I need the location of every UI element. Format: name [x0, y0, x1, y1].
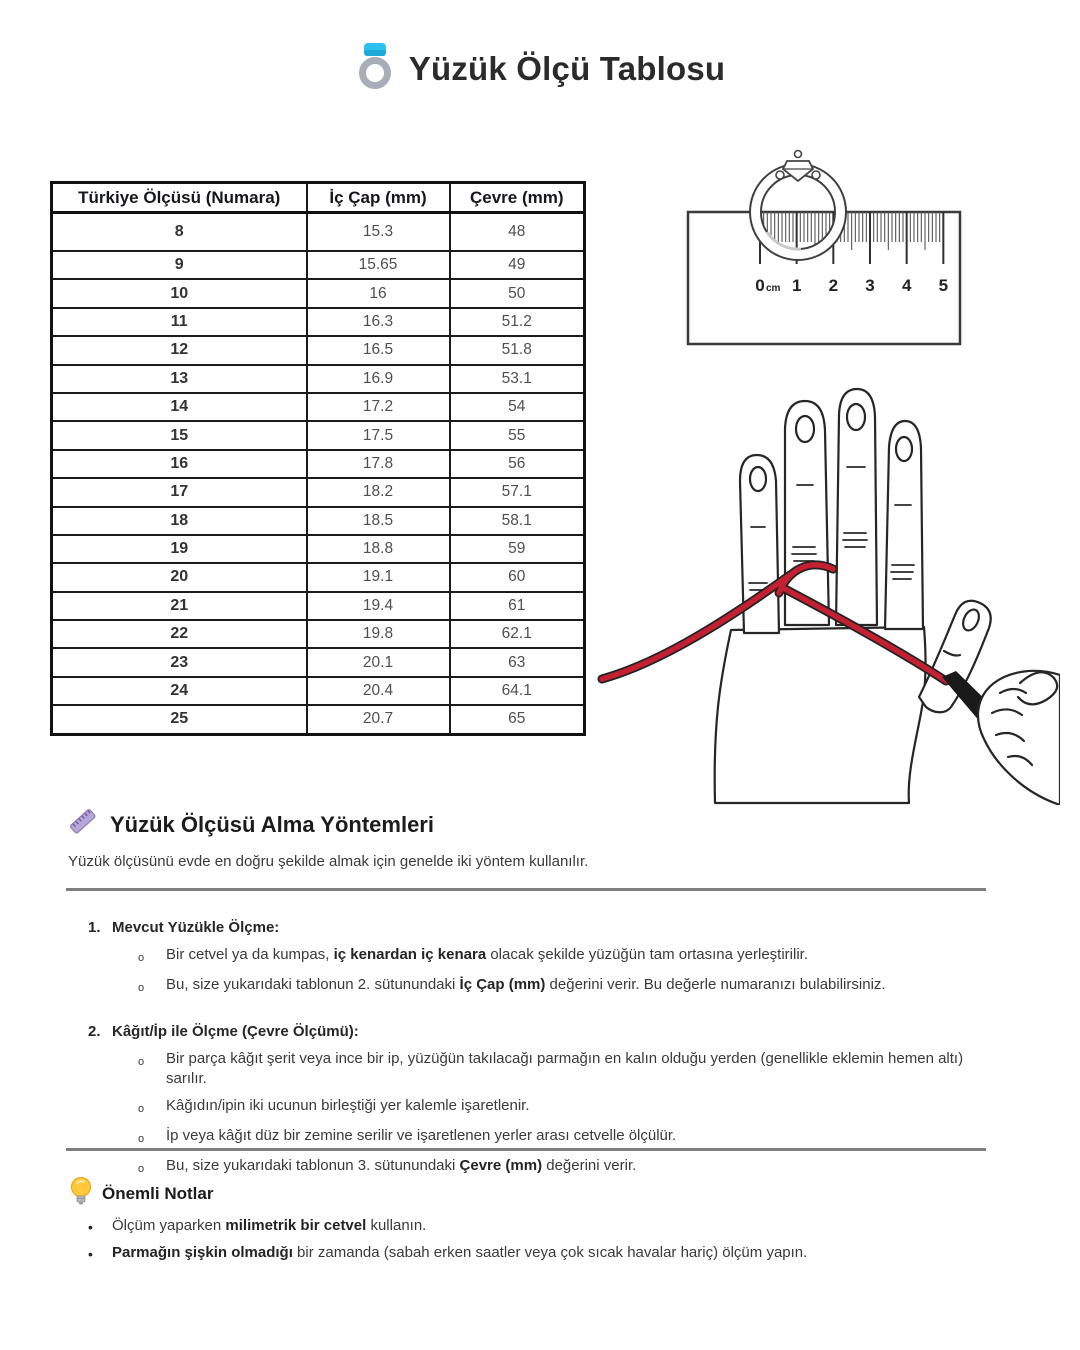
text-segment: bir zamanda (sabah erken saatler veya çok sıcak havalar hariç) ölçüm yapın. — [292, 1244, 808, 1261]
size-table-header-row — [52, 183, 585, 213]
note-bullet — [88, 1216, 1008, 1237]
method-bullet-text — [166, 945, 1008, 968]
size-table-row — [52, 478, 585, 506]
size-table-row — [52, 563, 585, 591]
bullet-marker: o — [138, 1056, 145, 1068]
size-table-row — [52, 421, 585, 449]
size-table-cell: 63 — [450, 648, 585, 676]
size-table-cell: 19.8 — [307, 620, 450, 648]
notes-list — [88, 1216, 1008, 1264]
ruler-label-0: 0 — [755, 276, 765, 295]
method-bullet-text — [166, 1126, 1008, 1149]
hand-string-illustration — [588, 385, 1060, 805]
text-segment: kullanın. — [366, 1217, 427, 1234]
section-divider — [66, 1148, 986, 1151]
size-table-cell: 19 — [52, 535, 307, 563]
bullet-marker: o — [138, 982, 145, 994]
size-table-row — [52, 507, 585, 535]
methods-list — [88, 918, 1008, 1179]
size-table-row — [52, 336, 585, 364]
size-table-row — [52, 450, 585, 478]
size-table-cell: 15 — [52, 421, 307, 449]
size-table-cell: 17.2 — [307, 393, 450, 421]
ruler-label-2: 2 — [828, 276, 839, 295]
size-table-cell: 14 — [52, 393, 307, 421]
text-segment: değerini verir. Bu değerle numaranızı bulabilirsiniz. — [545, 976, 886, 993]
size-table-cell: 62.1 — [450, 620, 585, 648]
methods-intro: Yüzük ölçüsünü evde en doğru şekilde almak için genelde iki yöntem kullanılır. — [68, 853, 589, 870]
size-table-cell: 16.9 — [307, 365, 450, 393]
size-table-row — [52, 251, 585, 279]
size-table-cell: 53.1 — [450, 365, 585, 393]
text-segment: milimetrik bir cetvel — [225, 1217, 367, 1234]
text-segment: iç kenardan iç kenara — [333, 946, 487, 963]
size-table-cell: 51.8 — [450, 336, 585, 364]
size-table-cell: 51.2 — [450, 308, 585, 336]
section-divider — [66, 888, 986, 891]
size-table-cell: 18 — [52, 507, 307, 535]
size-table-cell: 61 — [450, 592, 585, 620]
method-item-title: Mevcut Yüzükle Ölçme: — [112, 919, 280, 936]
size-table-cell: 50 — [450, 279, 585, 307]
text-segment: Bir parça kâğıt şerit veya ince bir ip, yüzüğün takılacağı parmağın en kalın olduğu yerden (genellikle eklemin hemen altı) sarılır. — [166, 1050, 964, 1087]
bullet-marker: o — [138, 952, 145, 964]
size-table-cell: 16.5 — [307, 336, 450, 364]
method-bullet-text — [166, 1096, 1008, 1119]
method-item-number: 1. — [88, 919, 101, 936]
size-table-cell: 22 — [52, 620, 307, 648]
text-segment: Çevre (mm) — [459, 1157, 543, 1174]
size-table-cell: 20.4 — [307, 677, 450, 705]
method-bullet — [138, 945, 1008, 968]
note-bullet-text — [112, 1216, 1008, 1237]
bullet-marker: • — [88, 1246, 93, 1262]
method-item-number: 2. — [88, 1023, 101, 1040]
size-table-row — [52, 535, 585, 563]
method-bullet-text — [166, 975, 1008, 998]
size-table-header-inner-diameter: İç Çap (mm) — [307, 183, 450, 213]
size-table-row — [52, 393, 585, 421]
text-segment: Ölçüm yaparken — [112, 1217, 226, 1234]
page-header — [0, 40, 1080, 97]
size-table-cell: 10 — [52, 279, 307, 307]
size-table-body — [52, 213, 585, 735]
size-table-header-tr-size: Türkiye Ölçüsü (Numara) — [52, 183, 307, 213]
size-table-row — [52, 308, 585, 336]
ruler-body — [688, 212, 960, 344]
method-bullet — [138, 1126, 1008, 1149]
text-segment: Bir cetvel ya da kumpas, — [166, 946, 334, 963]
size-table-cell: 59 — [450, 535, 585, 563]
size-table-row — [52, 705, 585, 734]
method-bullet — [138, 1049, 1008, 1089]
size-table-cell: 8 — [52, 213, 307, 252]
method-bullet — [138, 1156, 1008, 1179]
size-table — [50, 181, 586, 736]
ruler-label-3: 3 — [865, 276, 875, 295]
size-table-cell: 54 — [450, 393, 585, 421]
bullet-marker: o — [138, 1133, 145, 1145]
size-table-row — [52, 279, 585, 307]
size-table-cell: 15.65 — [307, 251, 450, 279]
size-table-cell: 48 — [450, 213, 585, 252]
size-table-cell: 55 — [450, 421, 585, 449]
size-table-cell: 57.1 — [450, 478, 585, 506]
lightbulb-icon — [70, 1176, 92, 1211]
size-table-row — [52, 592, 585, 620]
size-table-cell: 15.3 — [307, 213, 450, 252]
size-table-cell: 16.3 — [307, 308, 450, 336]
ruler-label-5: 5 — [938, 276, 949, 295]
size-table-cell: 18.8 — [307, 535, 450, 563]
size-table-cell: 49 — [450, 251, 585, 279]
bullet-marker: o — [138, 1103, 145, 1115]
size-table-cell: 17 — [52, 478, 307, 506]
method-bullet — [138, 975, 1008, 998]
bullet-marker: o — [138, 1163, 145, 1175]
size-table-cell: 20 — [52, 563, 307, 591]
method-item — [88, 1022, 1008, 1179]
size-table-cell: 20.1 — [307, 648, 450, 676]
ring-icon — [355, 40, 395, 97]
method-item — [88, 918, 1008, 998]
bullet-marker: • — [88, 1219, 93, 1235]
method-item-head — [88, 918, 1008, 938]
size-table-cell: 19.4 — [307, 592, 450, 620]
ruler-label-1: 1 — [791, 276, 802, 295]
size-table-cell: 24 — [52, 677, 307, 705]
size-table-cell: 25 — [52, 705, 307, 734]
text-segment: Bu, size yukarıdaki tablonun 2. sütunundaki — [166, 976, 460, 993]
methods-section-heading — [66, 806, 434, 843]
method-bullet — [138, 1096, 1008, 1119]
size-table-row — [52, 213, 585, 252]
text-segment: İç Çap (mm) — [459, 976, 546, 993]
ruler-label-4: 4 — [901, 276, 912, 295]
gripping-hand — [978, 671, 1060, 805]
size-table-cell: 16 — [307, 279, 450, 307]
size-table-cell: 18.2 — [307, 478, 450, 506]
methods-heading-text: Yüzük Ölçüsü Alma Yöntemleri — [110, 811, 434, 837]
size-table-cell: 12 — [52, 336, 307, 364]
size-table-cell: 19.1 — [307, 563, 450, 591]
method-item-title: Kâğıt/İp ile Ölçme (Çevre Ölçümü): — [112, 1023, 359, 1040]
size-table-cell: 16 — [52, 450, 307, 478]
text-segment: Parmağın şişkin olmadığı — [112, 1244, 293, 1261]
size-table-cell: 21 — [52, 592, 307, 620]
size-table-cell: 58.1 — [450, 507, 585, 535]
size-table-cell: 60 — [450, 563, 585, 591]
text-segment: değerini verir. — [542, 1157, 637, 1174]
size-table-cell: 23 — [52, 648, 307, 676]
size-table-row — [52, 620, 585, 648]
size-table-cell: 65 — [450, 705, 585, 734]
size-table-header-circumference: Çevre (mm) — [450, 183, 585, 213]
ring-on-ruler-illustration — [685, 138, 965, 353]
ruler-icon — [66, 806, 98, 843]
notes-section-heading — [70, 1176, 213, 1211]
size-table-row — [52, 677, 585, 705]
ruler-unit-label: cm — [766, 283, 781, 294]
method-bullet-text — [166, 1156, 1008, 1179]
size-table-cell: 64.1 — [450, 677, 585, 705]
text-segment: İp veya kâğıt düz bir zemine serilir ve işaretlenen yerler arası cetvelle ölçülür. — [166, 1127, 677, 1144]
size-table-cell: 17.8 — [307, 450, 450, 478]
note-bullet-text — [112, 1243, 1008, 1264]
size-table-cell: 18.5 — [307, 507, 450, 535]
size-table-cell: 56 — [450, 450, 585, 478]
size-table-cell: 13 — [52, 365, 307, 393]
notes-heading-text: Önemli Notlar — [102, 1183, 214, 1203]
text-segment: Bu, size yukarıdaki tablonun 3. sütunundaki — [166, 1157, 460, 1174]
method-item-head — [88, 1022, 1008, 1042]
page-title: Yüzük Ölçü Tablosu — [408, 49, 726, 87]
size-table-cell: 9 — [52, 251, 307, 279]
note-bullet — [88, 1243, 1008, 1264]
size-table-row — [52, 648, 585, 676]
method-bullet-text — [166, 1049, 1008, 1089]
text-segment: olacak şekilde yüzüğün tam ortasına yerleştirilir. — [486, 946, 808, 963]
size-table-cell: 17.5 — [307, 421, 450, 449]
text-segment: Kâğıdın/ipin iki ucunun birleştiği yer kalemle işaretlenir. — [166, 1097, 530, 1114]
size-table-cell: 11 — [52, 308, 307, 336]
ring-band — [362, 61, 387, 86]
size-table-cell: 20.7 — [307, 705, 450, 734]
size-table-row — [52, 365, 585, 393]
